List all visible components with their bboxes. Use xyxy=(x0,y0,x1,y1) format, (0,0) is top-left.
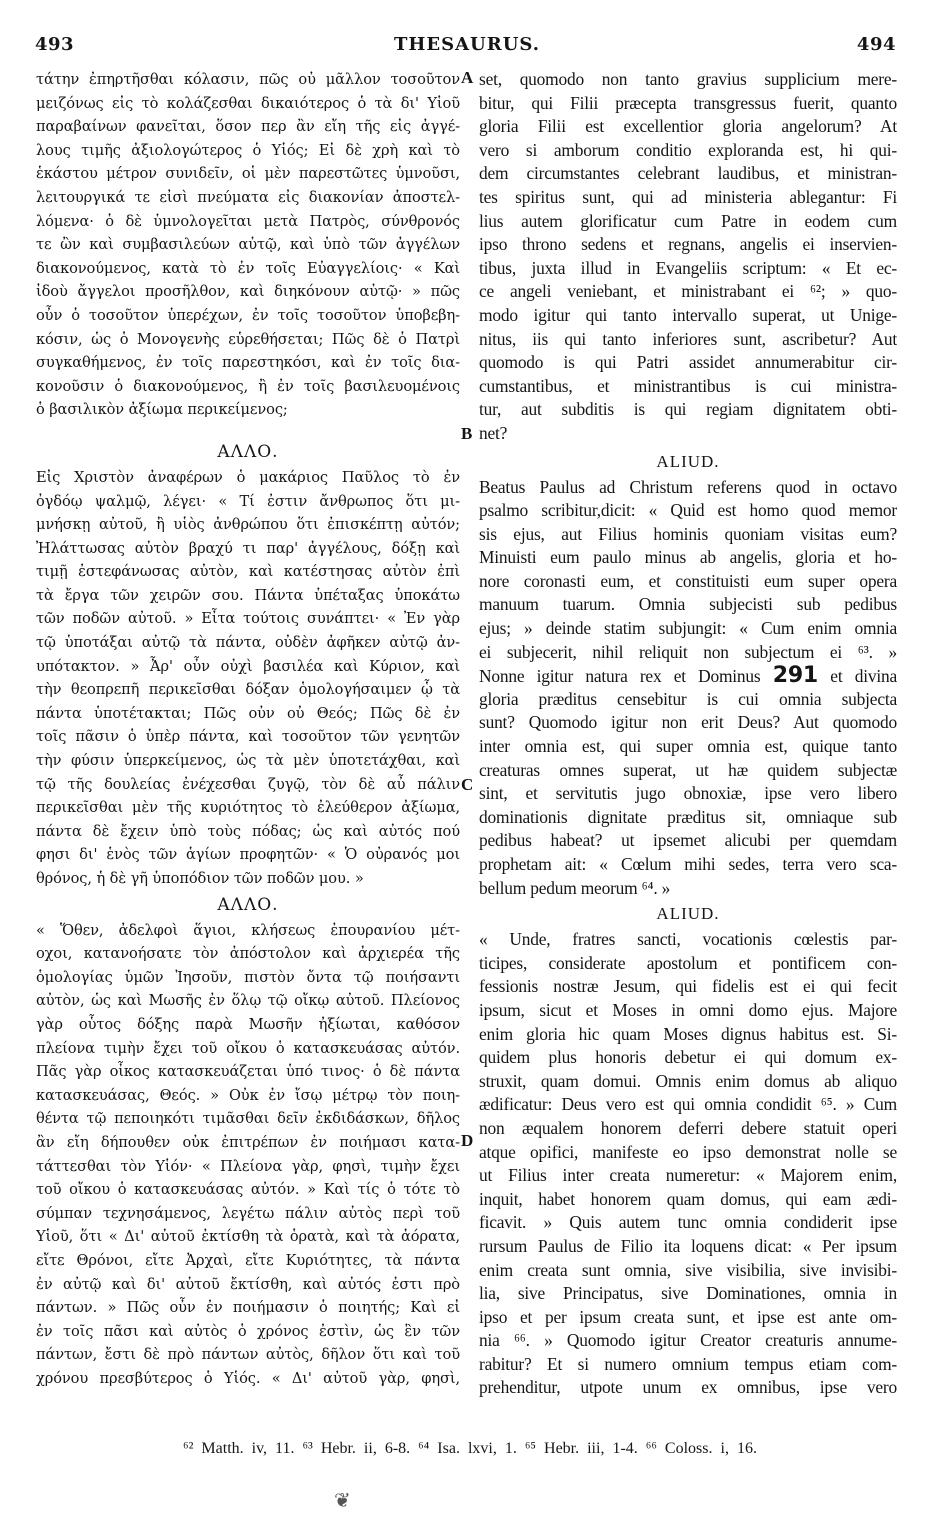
text-line: ὀγδόῳ ψαλμῷ, λέγει· « Τί ἐστιν ἄνθρωπος ὅτι μι- xyxy=(36,492,460,510)
text-line: οὖν ὁ τοσοῦτον ὑπερέχων, ἐν τοῖς τοσοῦτον ὑποβεβη- xyxy=(36,306,460,324)
text-line: quidem plus honoris debetur ei qui domum ex- xyxy=(479,1047,897,1068)
text-line: bellum pedum meorum ⁶⁴. » xyxy=(479,877,671,898)
text-line: modo igitur qui tanto intervallo superat, ut Unige- xyxy=(479,304,897,325)
text-line: πλείονα τιμὴν ἔχει τοῦ οἴκου ὁ κατασκευάσας αὐτόν. xyxy=(36,1039,460,1057)
text-line: ἐν αὐτῷ καὶ δι' αὐτοῦ ἔκτίσθη, καὶ αὐτός ἐστι πρὸ xyxy=(36,1275,460,1293)
text-line: λειτουργικά τε εἰσὶ πνεύματα εἰς διακονίαν ἀποστελ- xyxy=(36,188,460,206)
text-line: lius autem glorificatur cum Patre in eodem cum xyxy=(479,210,897,231)
text-line: Πᾶς γὰρ οἶκος κατασκευάζεται ὑπό τινος· ὁ δὲ πάντα xyxy=(36,1063,460,1081)
text-line: ipso et per ipsum creata sunt, et ipse est ante om- xyxy=(479,1306,897,1327)
section-title: ALIUD. xyxy=(656,451,720,471)
text-line: κόσιν, ὡς ὁ Μονογενὴς εὑρεθήσεται; Πῶς δὲ ὁ Πατρὶ xyxy=(36,330,460,348)
text-fragment: Nonne igitur natura rex et Dominus xyxy=(479,666,761,687)
text-line-with-column-number xyxy=(479,664,897,688)
text-line: manuum tuarum. Omnia subjecisti sub pedibus xyxy=(479,594,897,615)
text-line: τάττεσθαι τὸν Υἱόν· « Πλείονα γὰρ, φησὶ, τιμὴν ἔχει xyxy=(36,1157,460,1175)
text-line: non æqualem honorem deferri debere statuit operi xyxy=(479,1117,897,1138)
text-line: sunt? Quomodo igitur non erit Deus? Aut quomodo xyxy=(479,712,897,733)
running-title: THESAURUS. xyxy=(393,34,541,55)
footnotes: ⁶² Matth. iv, 11. ⁶³ Hebr. ii, 6-8. ⁶⁴ Isa. lxvi, 1. ⁶⁵ Hebr. iii, 1-4. ⁶⁶ Coloss. i, 16. xyxy=(183,1440,757,1457)
text-line: θέντα τῷ πεποιηκότι τιμᾶσθαι δεῖν ἐκδιδάσκων, δῆλος xyxy=(36,1110,460,1128)
page-number-right: 494 xyxy=(856,34,896,55)
text-line: ce angeli veniebant, et ministrabant ei ⁶²; » quo- xyxy=(479,281,897,302)
text-line: ei subjecerit, nihil reliquit non subjectum ei ⁶³. » xyxy=(479,641,897,662)
text-line: inter omnia est, qui super omnia est, quique tanto xyxy=(479,736,897,757)
text-line: vero si amborum conditio exploranda est, hi qui- xyxy=(479,139,897,160)
text-line: τῷ τῆς δουλείας ἐνέχεσθαι ζυγῷ, τὸν δὲ αὖ πάλιν xyxy=(36,775,460,793)
text-line: inquit, habet honorem quam domus, qui eam ædi- xyxy=(479,1188,897,1209)
text-line: dem circumstantes celebrant laudibus, et ministran- xyxy=(479,163,897,184)
text-line: « Unde, fratres sancti, vocationis cœlestis par- xyxy=(479,929,897,950)
text-line: gloria Filii est excellentior gloria angelorum? At xyxy=(479,116,897,137)
text-line: κονοῦσιν ὁ διακονούμενος, ἢ ἐν τοῖς βασιλευομένοις xyxy=(36,377,460,395)
spacer xyxy=(36,422,460,438)
text-line: θρόνος, ἡ δὲ γῆ ὑποπόδιον τῶν ποδῶν μου. » xyxy=(36,870,364,887)
text-line: prophetam ait: « Cœlum mihi sedes, terra vero sca- xyxy=(479,854,897,874)
margin-letter-c: C xyxy=(461,775,474,794)
text-line: ficavit. » Quis autem tunc omnia condiderit ipse xyxy=(479,1212,897,1233)
text-line: πάντων. » Πῶς οὖν ἐν ποιήμασιν ὁ ποιητής; Καὶ εἰ xyxy=(36,1299,460,1317)
text-line: lia, sive Principatus, sive Dominationes, omnia in xyxy=(479,1283,897,1304)
text-line: τὰ ἔργα τῶν χειρῶν σου. Πάντα ὑπέταξας ὑποκάτω xyxy=(36,586,460,604)
text-line: τῶν ποδῶν αὐτοῦ. » Εἶτα τούτοις συνάπτει· « Ἐν γὰρ xyxy=(36,610,460,628)
text-line: nore coronasti eum, et constituisti eum super opera xyxy=(479,570,897,591)
text-line: set, quomodo non tanto gravius supplicium mere- xyxy=(479,69,897,89)
text-line: ἰδοὺ ἄγγελοι προσῆλθον, καὶ διηκόνουν αὐτῷ· » πῶς xyxy=(36,283,460,301)
text-line: ejus; » deinde statim subjungit: « Cum enim omnia xyxy=(479,618,897,639)
margin-letter-b: B xyxy=(461,424,473,443)
text-line: tibus, juxta illud in Evangeliis scriptum: « Et ec- xyxy=(479,257,897,278)
latin-column xyxy=(479,68,897,1400)
text-line: cumstantibus, et ministrantibus is cui ministra- xyxy=(479,375,897,396)
margin-letter-d: D xyxy=(461,1131,474,1150)
text-line: τιμῇ ἐστεφάνωσας αὐτὸν, καὶ κατέστησας αὐτὸν ἐπὶ xyxy=(36,563,460,581)
text-line: ipso throno sedens et regnans, angelis ei inservien- xyxy=(479,234,897,255)
ornament-icon: ❦ xyxy=(334,1488,351,1512)
text-line: enim gloria hic quam Moses dignus habitus est. Si- xyxy=(479,1023,897,1044)
text-line: λους τιμῆς ἀξιολογώτερος ὁ Υἱός; Εἰ δὲ χρὴ καὶ τὸ xyxy=(36,141,460,159)
text-line: χρόνου πρεσβύτερος ὁ Υἱός. « Δι' αὐτοῦ γὰρ, φησὶ, xyxy=(36,1369,460,1387)
text-line: παραβαίνων φανεῖται, ὅσον περ ἂν εἴη τῆς εἰς ἀγγέ- xyxy=(36,118,460,136)
text-line: net? xyxy=(479,422,508,443)
text-line: tur, aut subditis is qui regiam dignitatem obti- xyxy=(479,399,897,420)
text-line: πάντων, ἔστι δὲ πρὸ πάντων αὐτὸς, δῆλον ὅτι καὶ τοῦ xyxy=(36,1346,460,1364)
text-line: διακονούμενος, κατὰ τὸ ἐν τοῖς Εὐαγγελίοις· « Καὶ xyxy=(36,259,460,277)
text-line: εἴτε Θρόνοι, εἴτε Ἀρχαὶ, εἴτε Κυριότητες, τὰ πάντα xyxy=(36,1251,460,1269)
text-line: struxit, quam domui. Omnis enim domus ab aliquo xyxy=(479,1070,897,1091)
text-line: λόμενα· ὁ δὲ ὑμνολογεῖται μετὰ Πατρὸς, σύνθρονός xyxy=(36,212,460,230)
text-line: οχοι, κατανοήσατε τὸν ἀπόστολον καὶ ἀρχιερέα τῆς xyxy=(36,945,460,963)
column-number: 291 xyxy=(772,664,819,688)
text-line: ut Filius inter creata numeretur: « Majorem enim, xyxy=(479,1165,897,1186)
text-line: atque opifici, manifeste eo ipso demonstrat nolle se xyxy=(479,1141,897,1162)
text-line: μειζόνως εἰς τὸ κολάζεσθαι δικαιότερος ὁ τὰ δι' Υἱοῦ xyxy=(36,94,460,112)
margin-letter-a: A xyxy=(461,68,474,87)
text-line: τῷ ὑποτάξαι αὐτῷ τὰ πάντα, οὐδὲν ἀφῆκεν αὐτῷ ἀν- xyxy=(36,634,460,652)
text-line: Beatus Paulus ad Christum referens quod in octavo xyxy=(479,476,897,497)
text-line: τὴν θεοπρεπῆ περικεῖσθαι δόξαν ὁμολογήσαιμεν ᾧ τὰ xyxy=(36,681,460,699)
text-line: ὁ βασιλικὸν ἀξίωμα περικείμενος; xyxy=(36,401,288,419)
text-line: tes spiritus sunt, qui ad ministeria ablegantur: Fi xyxy=(479,186,897,207)
page-number-left: 493 xyxy=(35,34,75,55)
text-line: ἑκάστου μέτρον συνιδεῖν, οἱ μὲν παρεστῶτες ὑμνοῦσι, xyxy=(36,165,460,183)
text-line: σύμπαν τεχνησάμενος, λεγέτω πάλιν αὐτὸς περὶ τοῦ xyxy=(36,1204,460,1222)
text-line: ipsum, sicut et Moses in omni domo ejus. Majore xyxy=(479,999,897,1020)
text-line: ἂν εἴη δήπουθεν οὐκ ἐπιτρέπων ἐν ποιήμασι κατα- xyxy=(36,1133,460,1151)
text-line: Ἠλάττωσας αὐτὸν βραχύ τι παρ' ἀγγέλους, δόξῃ καὶ xyxy=(36,539,460,557)
text-line: prehenditur, utpote unum ex omnibus, ipse vero xyxy=(479,1377,897,1398)
text-line: ὁμολογίας ὑμῶν Ἰησοῦν, πιστὸν ὄντα τῷ ποιήσαντι xyxy=(36,968,460,986)
text-line: quomodo is qui Patri assidet annumerabitur cir- xyxy=(479,352,897,373)
text-line: Minuisti eum paulo minus ab angelis, gloria et ho- xyxy=(479,547,897,568)
text-line: « Ὅθεν, ἀδελφοὶ ἅγιοι, κλήσεως ἐπουρανίου μέτ- xyxy=(36,921,460,939)
text-line: Υἱοῦ, ὅτι « Δι' αὐτοῦ ἐκτίσθη τὰ ὁρατὰ, καὶ τὰ ἀόρατα, xyxy=(36,1228,460,1246)
text-line: enim creata sunt omnia, sive visibilia, sive invisibi- xyxy=(479,1259,897,1280)
text-line: περικεῖσθαι μὲν τῆς κυριότητος τὸ ἐλεύθερον ἀξίωμα, xyxy=(36,799,460,817)
text-line: gloria præditus censebitur is cui omnia subjecta xyxy=(479,688,897,709)
text-line: αὐτὸν, ὡς καὶ Μωσῆς ἐν ὅλῳ τῷ οἴκῳ αὐτοῦ. Πλείονος xyxy=(36,992,460,1010)
text-line: τοῖς πᾶσιν ὁ ὑπὲρ πάντα, καὶ τοσοῦτον τῶν γενητῶν xyxy=(36,728,460,746)
text-line: φησι δι' ἑνὸς τῶν ἁγίων προφητῶν· « Ὁ οὐρανός μοι xyxy=(36,846,460,864)
text-line: bitur, qui Filii præcepta transgressus fuerit, quanto xyxy=(479,92,897,113)
text-line: ἐν τοῖς πᾶσι καὶ αὐτὸς ὁ χρόνος ἐστὶν, ὡς ἓν τῶν xyxy=(36,1322,460,1340)
text-line: πάντα δὲ ἔχειν ὑπὸ τοὺς πόδας; ὡς καὶ αὐτός πού xyxy=(36,822,460,840)
text-line: κατασκευάσας, Θεός. » Οὐκ ἐν ἴσῳ μέτρῳ τὸν ποιη- xyxy=(36,1086,460,1104)
section-title: ΑΛΛΟ. xyxy=(217,441,279,462)
text-line: τοῦ οἴκου ὁ κατασκευάσας αὐτόν. » Καὶ τίς ὁ τότε τὸ xyxy=(36,1181,460,1199)
greek-column xyxy=(36,68,460,1390)
text-line: nitus, iis qui tanto inferiores sunt, ascribetur? Aut xyxy=(479,328,897,349)
text-line: τάτην ἐπηρτῆσθαι κόλασιν, πῶς οὐ μᾶλλον τοσοῦτον xyxy=(36,71,460,88)
text-line: sis ejus, aut Filius hominis quoniam visitas eum? xyxy=(479,523,897,544)
text-line: μνήσκῃ αὐτοῦ, ἢ υἱὸς ἀνθρώπου ὅτι ἐπισκέπτῃ αὐτόν; xyxy=(36,516,460,534)
text-line: nia ⁶⁶. » Quomodo igitur Creator creaturis annume- xyxy=(479,1330,897,1351)
text-line: creaturas omnes superat, ut hæ quidem subjectæ xyxy=(479,759,897,780)
text-line: psalmo scribitur,dicit: « Quid est homo quod memor xyxy=(479,500,897,521)
text-line: fessionis nostræ Jesum, qui fidelis est ei qui fecit xyxy=(479,976,897,997)
text-line: γὰρ οὗτος δόξης παρὰ Μωσῆν ἠξίωται, καθόσον xyxy=(36,1015,460,1033)
text-line: dominationis dignitate præditus sit, omniaque sub xyxy=(479,806,897,827)
text-line: συγκαθήμενος, ἐν τοῖς παρεστηκόσι, καὶ ἐν τοῖς δια- xyxy=(36,354,460,372)
text-line: rursum Paulus de Filio ita loquens dicat: « Per ipsum xyxy=(479,1235,897,1256)
text-line: rabitur? Et si numero omnium tempus etiam com- xyxy=(479,1353,897,1374)
text-line: ticipes, considerate apostolum et pontificem con- xyxy=(479,952,897,973)
text-line: ædificatur: Deus vero est qui omnia condidit ⁶⁵. » Cum xyxy=(479,1094,897,1115)
text-line: Εἰς Χριστὸν ἀναφέρων ὁ μακάριος Παῦλος τὸ ἐν xyxy=(36,468,460,486)
text-line: πάντα ὑποτέτακται; Πῶς οὐν οὐ Θεός; Πῶς δὲ ἐν xyxy=(36,704,460,722)
text-line: τὴν φύσιν ὑπερκείμενος, ὡς τὰ μὲν ὑποτετάχθαι, καὶ xyxy=(36,752,460,770)
text-line: υπότακτον. » Ἆρ' οὖν οὐχὶ βασιλέα καὶ Κύριον, καὶ xyxy=(36,657,460,675)
text-line: τε ὢν καὶ συμβασιλεύων αὐτῷ, καὶ ὑπὸ τῶν ἀγγέλων xyxy=(36,236,460,254)
section-title: ΑΛΛΟ. xyxy=(217,894,279,915)
text-fragment: et divina xyxy=(830,666,897,687)
text-line: pedibus habeat? ut ipsemet alicubi per quemdam xyxy=(479,830,897,851)
text-line: sint, et servitutis jugo obnoxiæ, ipse vero libero xyxy=(479,783,897,804)
section-title: ALIUD. xyxy=(656,904,720,924)
